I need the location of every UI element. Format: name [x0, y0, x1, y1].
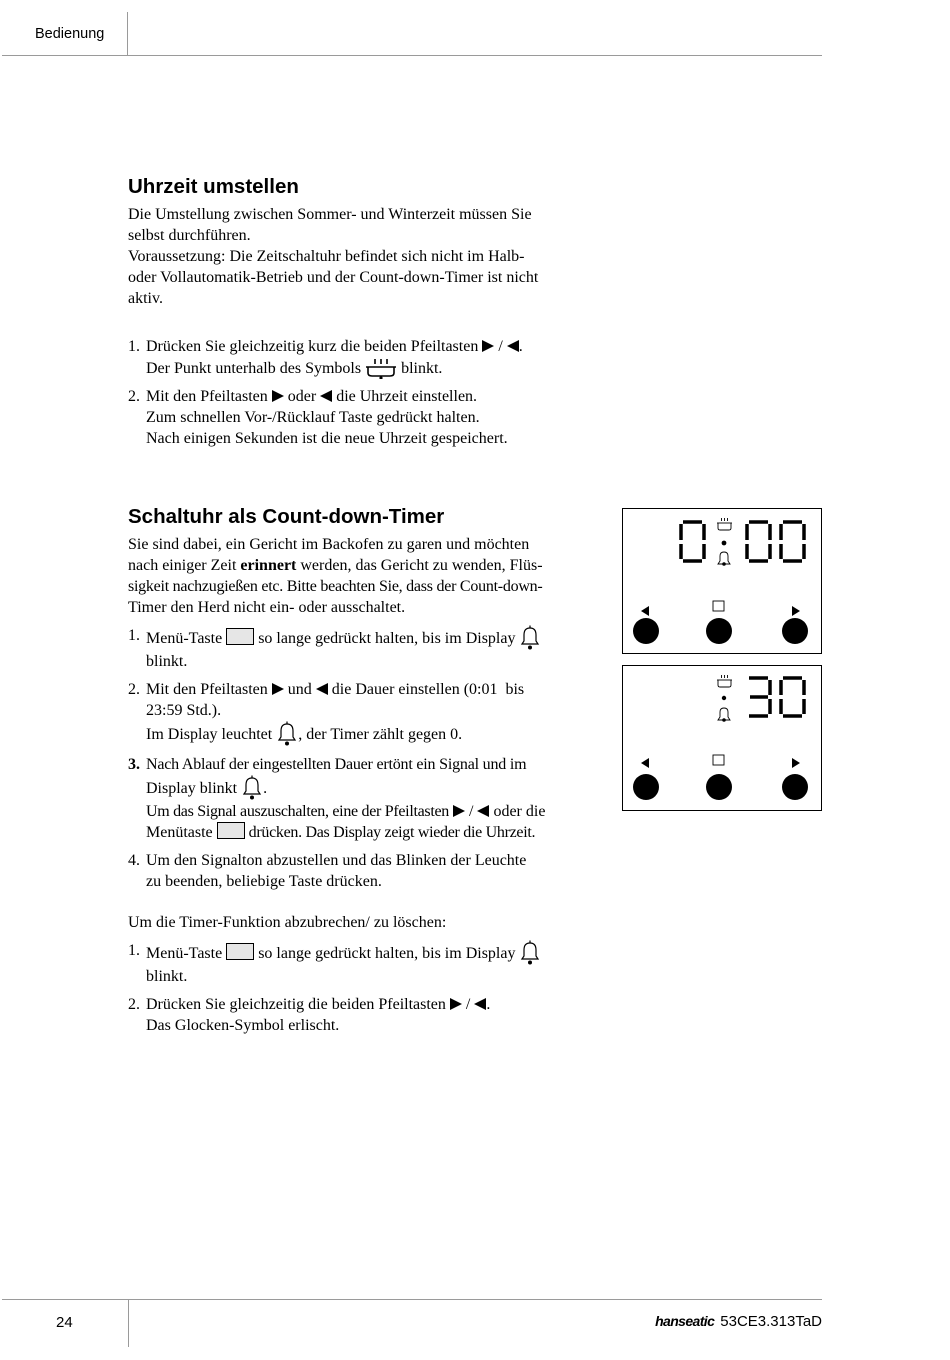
step-number: 2. — [128, 996, 140, 1013]
arrow-left-icon — [507, 340, 519, 352]
step-text: so lange gedrückt halten, bis im Display — [258, 630, 516, 647]
step-text: Um das Signal auszuschalten, eine der Pfeiltasten — [146, 803, 449, 820]
arrow-left-icon — [316, 683, 328, 695]
heading-timer: Schaltuhr als Count-down-Timer — [128, 505, 445, 528]
step-text: drücken. Das Display zeigt wieder die Uhrzeit. — [248, 824, 536, 841]
footer-brand — [655, 1313, 822, 1330]
arrow-right-icon — [272, 683, 284, 695]
cancel-intro: Um die Timer-Funktion abzubrechen/ zu löschen: — [128, 914, 447, 931]
arrow-left-icon — [641, 758, 649, 768]
clock-section-body — [128, 204, 588, 449]
pot-icon — [717, 675, 732, 687]
step-number: 1. — [128, 942, 140, 959]
step-text: 23:59 Std.). — [146, 702, 222, 719]
seven-segment-digit — [681, 522, 704, 561]
menu-key-icon — [713, 601, 724, 611]
display-panel-timer — [622, 665, 822, 811]
intro-line — [128, 555, 588, 576]
step-item — [128, 754, 588, 843]
step-text: Drücken Sie gleichzeitig kurz die beiden Pfeiltasten — [146, 338, 479, 355]
intro-line: sigkeit nachzugießen etc. Bitte beachten Sie, dass der Count-down- — [128, 578, 543, 595]
menu-button — [706, 774, 732, 800]
step-text: . — [486, 996, 491, 1013]
step-text: Drücken Sie gleichzeitig die beiden Pfeiltasten — [146, 996, 446, 1013]
page-number: 24 — [56, 1314, 73, 1331]
intro-line: Timer den Herd nicht ein- oder ausschaltet. — [128, 599, 406, 616]
intro-line: oder Vollautomatik-Betrieb und der Count-down-Timer ist nicht — [128, 269, 539, 286]
menu-key-icon — [217, 822, 245, 839]
step-item — [128, 940, 588, 987]
seven-segment-digit — [781, 522, 804, 561]
arrow-right-icon — [453, 805, 465, 817]
menu-key-icon — [713, 755, 724, 765]
step-text: Mit den Pfeiltasten — [146, 388, 268, 405]
separator: / — [498, 338, 503, 355]
colon-dot — [722, 541, 727, 546]
separator: / — [469, 803, 474, 820]
step-text: Das Glocken-Symbol erlischt. — [146, 1017, 340, 1034]
step-text: und — [287, 681, 312, 698]
intro-line: selbst durchführen. — [128, 227, 251, 244]
arrow-right-icon — [450, 998, 462, 1010]
step-text: blinkt. — [146, 968, 188, 985]
step-text: Menütaste — [146, 824, 213, 841]
footer-divider-vertical — [128, 1299, 129, 1347]
step-number: 2. — [128, 388, 140, 405]
seven-segment-digit — [747, 522, 770, 561]
model-number: 53CE3.313TaD — [720, 1313, 822, 1330]
step-text: Zum schnellen Vor-/Rücklauf Taste gedrückt halten. — [146, 409, 480, 426]
display-illustration — [623, 509, 821, 653]
step-number: 1. — [128, 338, 140, 355]
step-text: die Dauer einstellen (0:01 bis — [331, 681, 525, 698]
step-text: zu beenden, beliebige Taste drücken. — [146, 873, 382, 890]
right-button — [782, 774, 808, 800]
step-text: Nach einigen Sekunden ist die neue Uhrzeit gespeichert. — [146, 430, 508, 447]
section-header: Bedienung — [35, 26, 105, 42]
step-item — [128, 850, 588, 892]
arrow-left-icon — [641, 606, 649, 616]
intro-text: nach einiger Zeit — [128, 557, 237, 574]
header-divider — [2, 55, 822, 56]
intro-line: Die Umstellung zwischen Sommer- und Winterzeit müssen Sie — [128, 206, 532, 223]
menu-key-icon — [226, 628, 254, 645]
step-text: blinkt. — [401, 360, 443, 377]
seven-segment-digit — [781, 678, 804, 716]
arrow-left-icon — [474, 998, 486, 1010]
step-number: 3. — [128, 756, 140, 773]
menu-key-icon — [226, 943, 254, 960]
arrow-right-icon — [482, 340, 494, 352]
step-text: Mit den Pfeiltasten — [146, 681, 268, 698]
footer-divider — [2, 1299, 822, 1300]
step-text: blinkt. — [146, 653, 188, 670]
arrow-right-icon — [792, 758, 800, 768]
step-item — [128, 679, 588, 747]
display-panel-clock — [622, 508, 822, 654]
arrow-right-icon — [272, 390, 284, 402]
step-text: . — [263, 780, 268, 797]
step-text: Menü-Taste — [146, 945, 223, 962]
clock-steps — [128, 336, 588, 449]
heading-uhrzeit: Uhrzeit umstellen — [128, 175, 299, 198]
arrow-left-icon — [320, 390, 332, 402]
timer-steps — [128, 625, 588, 892]
step-text: Im Display leuchtet — [146, 726, 273, 743]
step-text: so lange gedrückt halten, bis im Display — [258, 945, 516, 962]
left-button — [633, 774, 659, 800]
header-divider-vertical — [127, 12, 128, 56]
left-button — [633, 618, 659, 644]
seven-segment-digit — [749, 678, 770, 716]
bell-icon — [241, 775, 263, 801]
step-item — [128, 386, 588, 449]
step-item — [128, 625, 588, 672]
arrow-left-icon — [477, 805, 489, 817]
timer-section-body — [128, 534, 588, 1036]
intro-line: aktiv. — [128, 290, 163, 307]
step-text: Der Punkt unterhalb des Symbols — [146, 360, 362, 377]
intro-text: werden, das Gericht zu wenden, Flüs- — [300, 557, 543, 574]
step-text: oder die — [493, 803, 546, 820]
brand-logo: hanseatic — [655, 1313, 715, 1329]
pot-icon — [365, 357, 397, 379]
step-text: . — [518, 338, 523, 355]
bell-icon — [519, 940, 541, 966]
colon-dot — [722, 696, 726, 700]
right-button — [782, 618, 808, 644]
bell-icon — [519, 625, 541, 651]
intro-line: Voraussetzung: Die Zeitschaltuhr befindet sich nicht im Halb- — [128, 248, 525, 265]
display-illustration — [623, 666, 821, 810]
cancel-steps — [128, 940, 588, 1036]
pot-icon — [717, 518, 732, 530]
step-text: die Uhrzeit einstellen. — [336, 388, 478, 405]
step-text: , der Timer zählt gegen 0. — [298, 726, 463, 743]
step-text: Nach Ablauf der eingestellten Dauer ertönt ein Signal und im — [146, 756, 527, 773]
intro-emphasis: erinnert — [240, 557, 297, 574]
step-text: oder — [287, 388, 317, 405]
step-number: 4. — [128, 852, 140, 869]
step-text: Menü-Taste — [146, 630, 223, 647]
menu-button — [706, 618, 732, 644]
step-item — [128, 336, 588, 379]
step-text: Um den Signalton abzustellen und das Blinken der Leuchte — [146, 852, 527, 869]
step-number: 2. — [128, 681, 140, 698]
intro-line: Sie sind dabei, ein Gericht im Backofen zu garen und möchten — [128, 536, 530, 553]
step-number: 1. — [128, 627, 140, 644]
arrow-right-icon — [792, 606, 800, 616]
step-item — [128, 994, 588, 1036]
separator: / — [465, 996, 471, 1013]
bell-icon — [276, 721, 298, 747]
step-text: Display blinkt — [146, 780, 238, 797]
